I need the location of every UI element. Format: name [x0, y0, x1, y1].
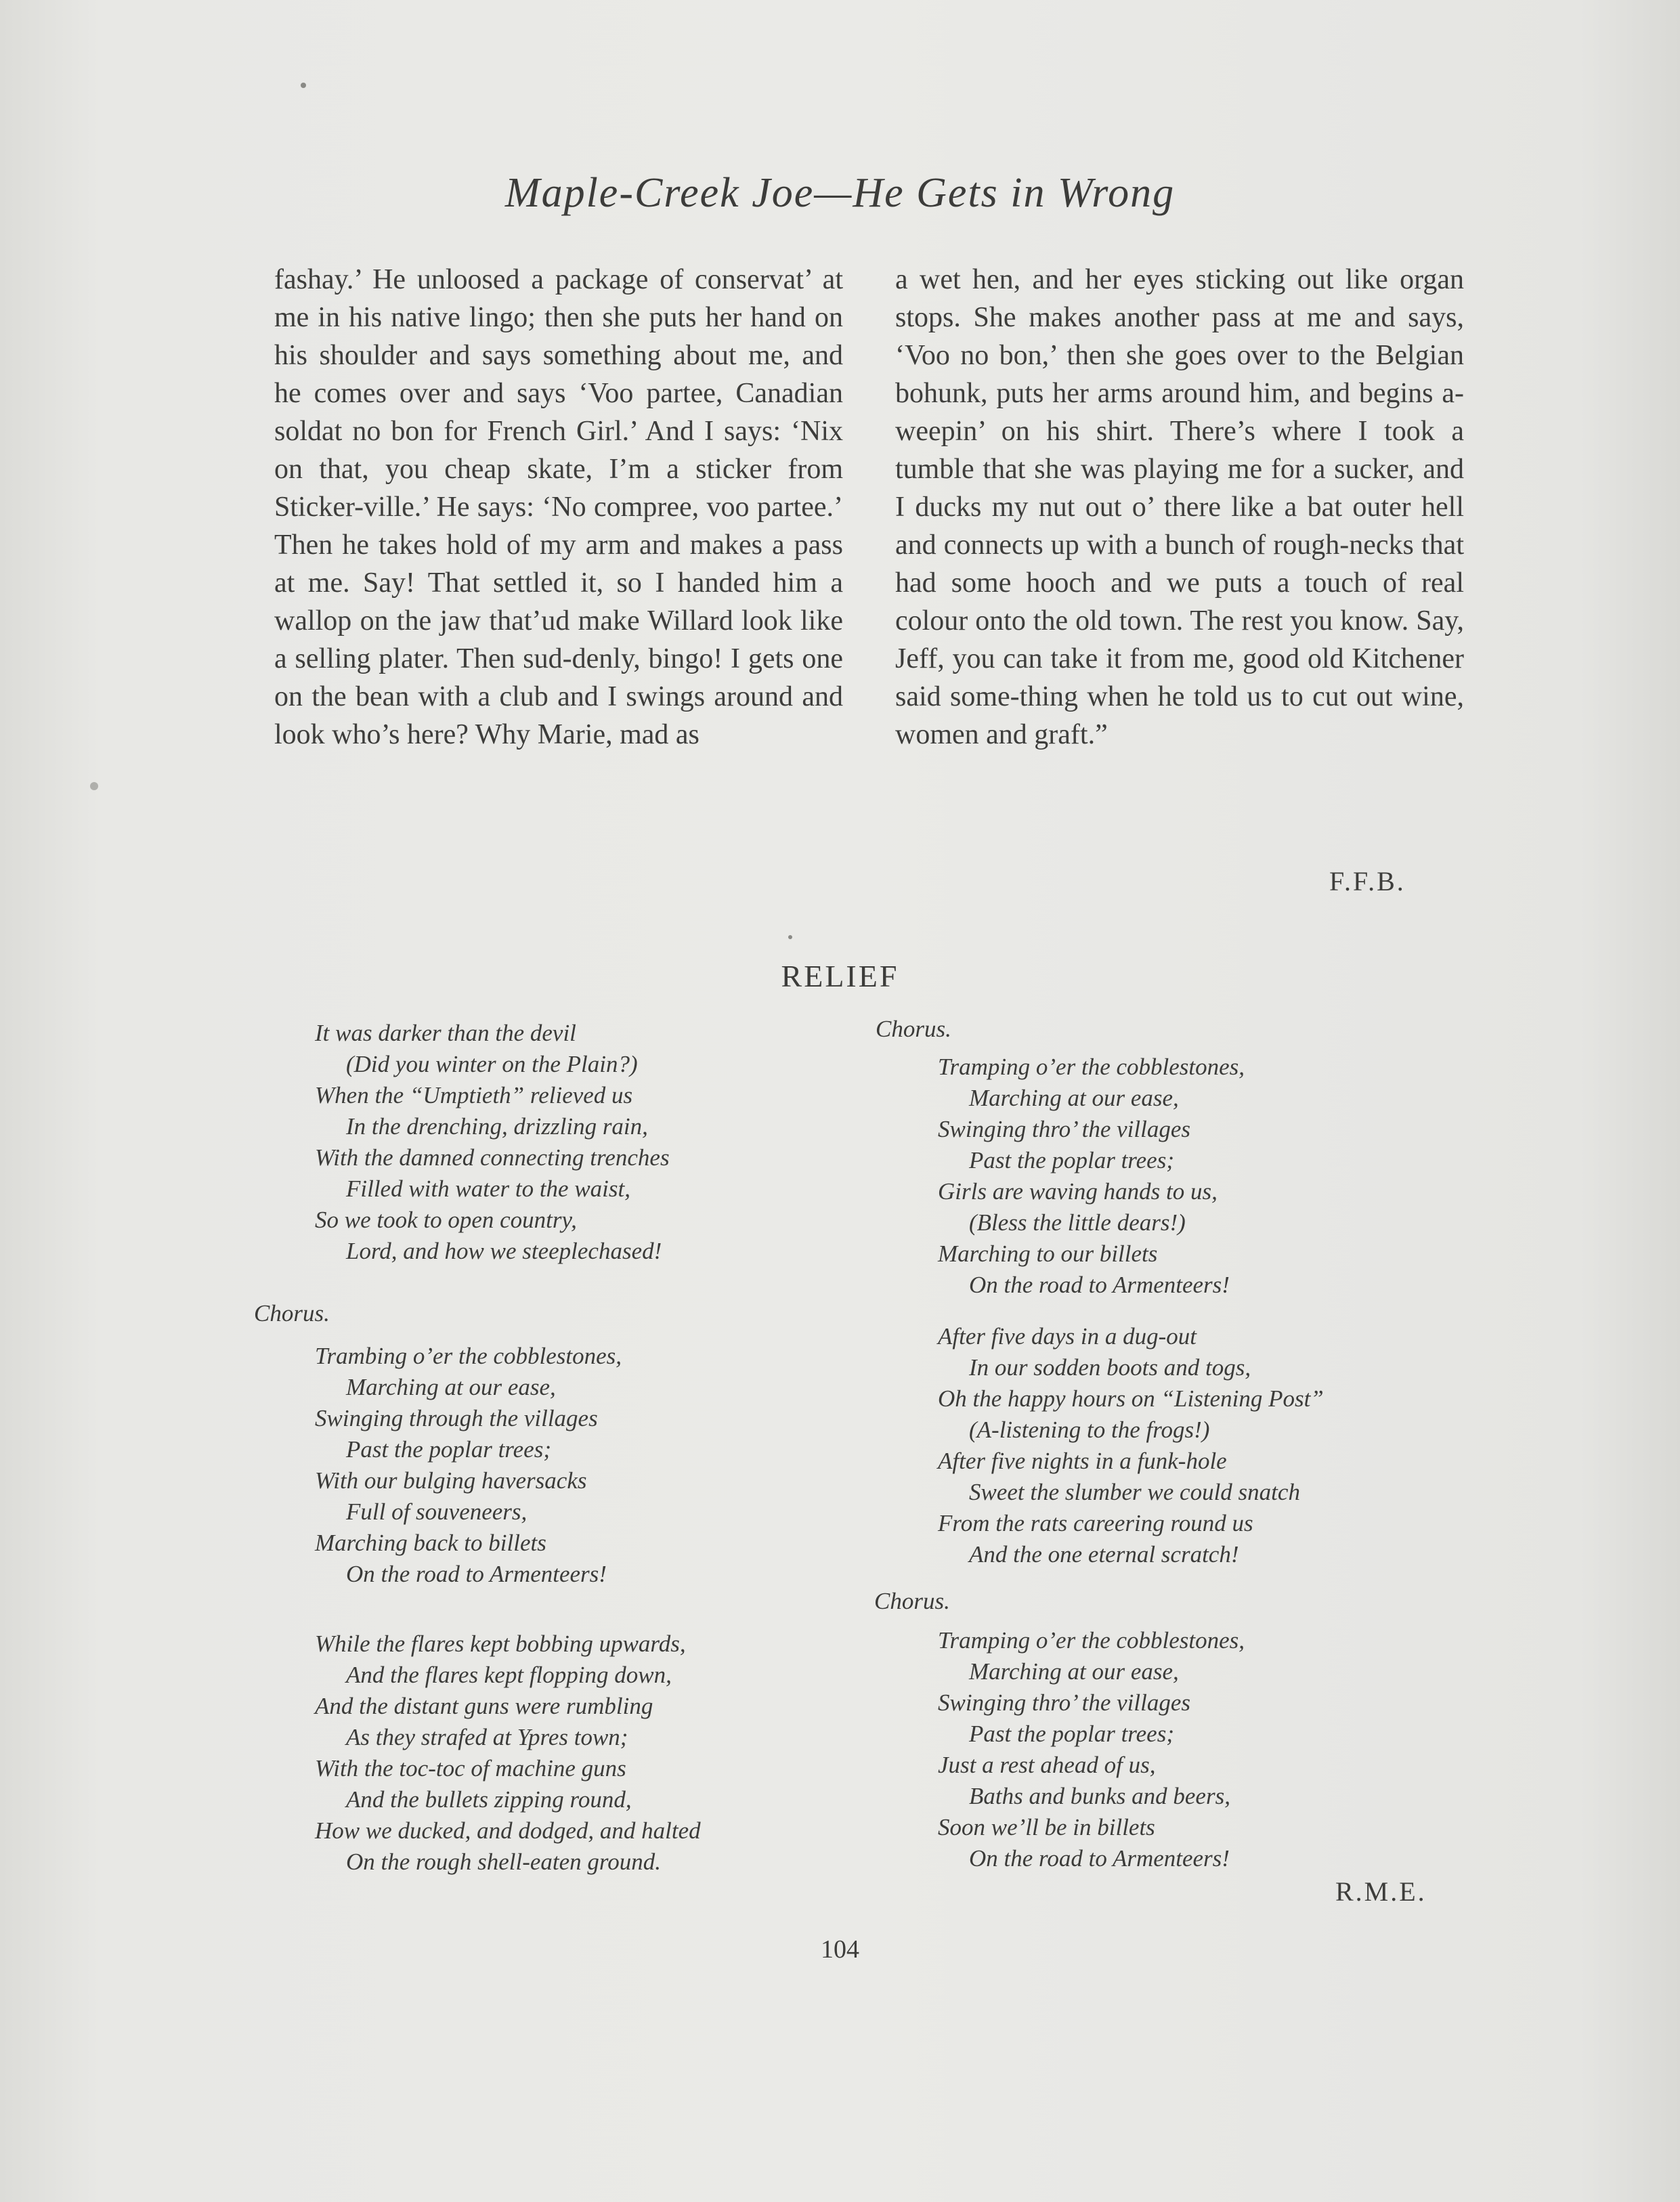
- poem-line: Baths and bunks and beers,: [969, 1783, 1230, 1809]
- poem-stanza-1: [315, 1018, 670, 1267]
- poem-line: (A-listening to the frogs!): [969, 1417, 1210, 1443]
- poem-title: RELIEF: [781, 959, 899, 993]
- poem-line: Full of souveneers,: [346, 1498, 527, 1525]
- poem-line: Filled with water to the waist,: [346, 1175, 630, 1202]
- prose-signature: F.F.B.: [1329, 866, 1406, 897]
- poem-line: So we took to open country,: [315, 1207, 577, 1233]
- poem-line: (Did you winter on the Plain?): [346, 1051, 638, 1077]
- poem-line: With our bulging haversacks: [315, 1467, 587, 1494]
- poem-line: On the rough shell-eaten ground.: [346, 1849, 661, 1875]
- poem-line: On the road to Armenteers!: [969, 1845, 1230, 1872]
- poem-line: Marching at our ease,: [346, 1374, 556, 1400]
- poem-line: With the toc-toc of machine guns: [315, 1755, 626, 1782]
- poem-line: Swinging through the villages: [315, 1405, 598, 1431]
- poem-line: In our sodden boots and togs,: [969, 1354, 1251, 1381]
- paper-speck: [90, 782, 98, 790]
- poem-chorus-left: [315, 1341, 622, 1590]
- poem-line: Marching to our billets: [938, 1240, 1158, 1267]
- poem-line: After five days in a dug-out: [938, 1323, 1197, 1350]
- poem-line: In the drenching, drizzling rain,: [346, 1113, 648, 1140]
- poem-line: And the distant guns were rumbling: [315, 1693, 653, 1719]
- prose-column-right: [895, 261, 1464, 754]
- poem-line: And the flares kept flopping down,: [346, 1662, 672, 1688]
- poem-chorus-right-1: [938, 1052, 1245, 1301]
- poem-line: On the road to Armenteers!: [969, 1272, 1230, 1298]
- poem-line: Girls are waving hands to us,: [938, 1178, 1218, 1205]
- chorus-label: Chorus.: [254, 1300, 330, 1326]
- poem-line: Past the poplar trees;: [969, 1147, 1174, 1173]
- poem-line: Oh the happy hours on “Listening Post”: [938, 1385, 1324, 1412]
- running-header: Maple-Creek Joe—He Gets in Wrong: [504, 170, 1176, 216]
- poem-line: Lord, and how we steeplechased!: [346, 1238, 662, 1264]
- poem-line: Past the poplar trees;: [346, 1436, 551, 1463]
- poem-line: From the rats careering round us: [938, 1510, 1253, 1536]
- poem-line: Marching back to billets: [315, 1530, 546, 1556]
- paper-speck: [788, 935, 792, 939]
- poem-signature: R.M.E.: [1335, 1876, 1427, 1907]
- paper-speck: [301, 83, 306, 88]
- poem-line: Tramping o’er the cobblestones,: [938, 1054, 1245, 1080]
- chorus-label: Chorus.: [876, 1016, 951, 1042]
- poem-line: It was darker than the devil: [315, 1020, 576, 1046]
- poem-line: On the road to Armenteers!: [346, 1561, 607, 1587]
- poem-line: Marching at our ease,: [969, 1085, 1179, 1111]
- poem-line: Swinging thro’ the villages: [938, 1116, 1190, 1142]
- poem-line: Sweet the slumber we could snatch: [969, 1479, 1300, 1505]
- prose-paragraph: a wet hen, and her eyes sticking out like organ stops. She makes another pass at me and says, ‘Voo no bon,’ then she goes over to the Belgian bohunk, puts her arms around him, and begins a-weepin’ on his shirt. There’s where I took a tumble that she was playing me for a sucker, and I ducks my nut out o’ there like a bat outer hell and connects up with a bunch of rough-necks that had some hooch and we puts a touch of real colour onto the old town. The rest you know. Say, Jeff, you can take it from me, good old Kitchener said some-thing when he told us to cut out wine, women and graft.”: [895, 264, 1464, 750]
- poem-chorus-right-2: [938, 1625, 1245, 1874]
- poem-stanza-2: [315, 1628, 701, 1878]
- page-number: 104: [821, 1935, 859, 1964]
- poem-line: Soon we’ll be in billets: [938, 1814, 1155, 1840]
- poem-line: Tramping o’er the cobblestones,: [938, 1627, 1245, 1654]
- poem-line: Just a rest ahead of us,: [938, 1752, 1156, 1778]
- poem-line: (Bless the little dears!): [969, 1209, 1186, 1236]
- poem-line: When the “Umptieth” relieved us: [315, 1082, 633, 1108]
- prose-column-left: [274, 261, 843, 754]
- poem-line: Swinging thro’ the villages: [938, 1689, 1190, 1716]
- poem-line: While the flares kept bobbing upwards,: [315, 1631, 686, 1657]
- poem-line: With the damned connecting trenches: [315, 1144, 670, 1171]
- poem-line: How we ducked, and dodged, and halted: [315, 1817, 701, 1844]
- poem-line: As they strafed at Ypres town;: [346, 1724, 628, 1750]
- chorus-label: Chorus.: [874, 1588, 950, 1614]
- poem-line: After five nights in a funk-hole: [938, 1448, 1227, 1474]
- poem-line: Marching at our ease,: [969, 1658, 1179, 1685]
- prose-paragraph: fashay.’ He unloosed a package of conservat’ at me in his native lingo; then she puts her hand on his shoulder and says something about me, and he comes over and says ‘Voo partee, Canadian soldat no bon for French Girl.’ And I says: ‘Nix on that, you cheap skate, I’m a sticker from Sticker-ville.’ He says: ‘No compree, voo partee.’ Then he takes hold of my arm and makes a pass at me. Say! That settled it, so I handed him a wallop on the jaw that’ud make Willard look like a selling plater. Then sud-denly, bingo! I gets one on the bean with a club and I swings around and look who’s here? Why Marie, mad as: [274, 264, 843, 750]
- poem-stanza-3: [938, 1321, 1324, 1570]
- poem-line: Trambing o’er the cobblestones,: [315, 1343, 622, 1369]
- poem-line: And the bullets zipping round,: [346, 1786, 632, 1813]
- poem-line: Past the poplar trees;: [969, 1721, 1174, 1747]
- poem-line: And the one eternal scratch!: [969, 1541, 1239, 1568]
